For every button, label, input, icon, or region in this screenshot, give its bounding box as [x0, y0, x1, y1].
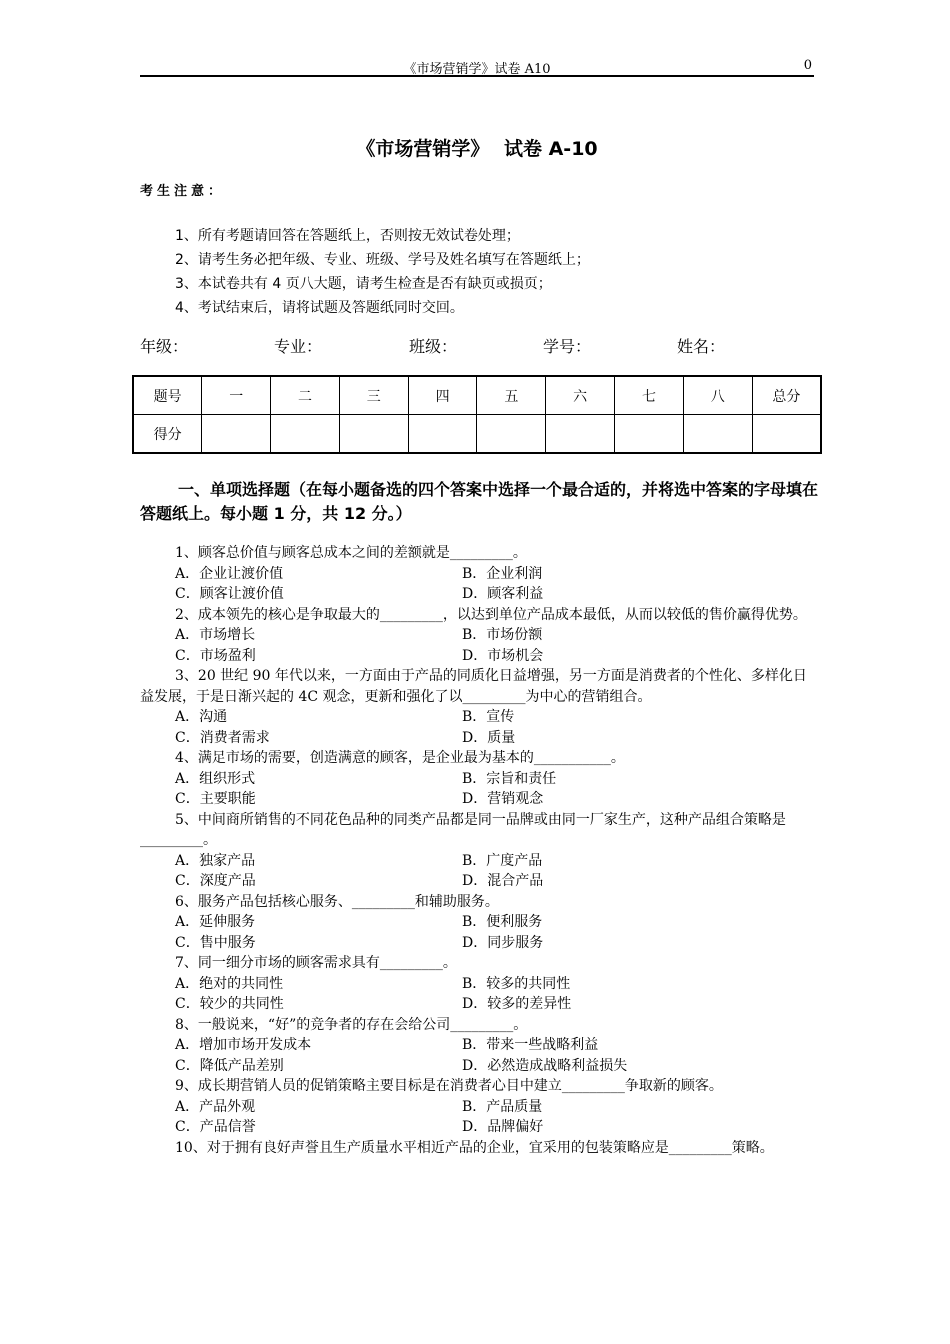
option: D．营销观念	[462, 791, 544, 807]
option: B．宣传	[462, 709, 515, 725]
option: C．消费者需求	[175, 729, 270, 746]
question-stem: 1、顾客总价值与顾客总成本之间的差额就是_________。	[175, 545, 527, 561]
question-stem: 8、一般说来，“好”的竞争者的存在会给公司_________。	[175, 1016, 528, 1033]
notice-heading: 考生注意：	[140, 184, 226, 199]
option: A．绝对的共同性	[175, 975, 284, 992]
option: D．同步服务	[462, 934, 544, 951]
running-header	[140, 58, 814, 76]
question-options	[140, 1035, 820, 1056]
notice-item: 3、本试卷共有 4 页八大题，请考生检查是否有缺页或损页；	[175, 276, 552, 292]
score-table-header-row	[133, 376, 821, 415]
option: D．混合产品	[462, 873, 544, 889]
option: D．顾客利益	[462, 586, 544, 602]
question-options	[140, 933, 820, 954]
exam-title-course: 《市场营销学》	[356, 138, 490, 160]
option: B．带来一些战略利益	[462, 1037, 599, 1053]
option: B．较多的共同性	[462, 975, 571, 992]
exam-title	[140, 134, 814, 161]
question-options	[140, 584, 820, 605]
score-cell	[339, 415, 408, 454]
option: A．组织形式	[175, 770, 256, 787]
student-info-line	[140, 334, 814, 358]
exam-title-paper: 试卷 A-10	[503, 138, 598, 160]
name-label: 姓名：	[677, 337, 726, 356]
question-options	[140, 974, 820, 995]
option: A．延伸服务	[175, 914, 256, 930]
score-cell	[477, 415, 546, 454]
option: A．增加市场开发成本	[175, 1037, 312, 1053]
option: A．产品外观	[175, 1098, 256, 1115]
option: B．便利服务	[462, 914, 543, 930]
score-cell	[408, 415, 477, 454]
option: A．独家产品	[175, 852, 256, 869]
section-1-title: 一、单项选择题（在每小题备选的四个答案中选择一个最合适的，并将选中答案的字母填在答题纸上。每小题 1 分，共 12 分。）	[140, 480, 819, 523]
option: B．广度产品	[462, 852, 543, 869]
notice-list	[175, 224, 590, 320]
option: A．沟通	[175, 709, 228, 725]
option: B．宗旨和责任	[462, 770, 557, 787]
question-options	[140, 1097, 820, 1118]
option: D．品牌偏好	[462, 1119, 544, 1135]
score-table-header: 八	[683, 376, 752, 415]
score-table-header: 三	[339, 376, 408, 415]
score-table	[132, 375, 822, 454]
notice-item: 4、考试结束后，请将试题及答题纸同时交回。	[175, 300, 464, 316]
question-stem: 10、对于拥有良好声誉且生产质量水平相近产品的企业，宜采用的包装策略应是_________策略。	[175, 1139, 774, 1156]
notice-item: 2、请考生务必把年级、专业、班级、学号及姓名填写在答题纸上；	[175, 252, 590, 268]
question-stem: 6、服务产品包括核心服务、_________和辅助服务。	[175, 893, 499, 910]
header-divider	[140, 75, 814, 77]
question-stem: 7、同一细分市场的顾客需求具有_________。	[175, 955, 457, 971]
score-row-label: 得分	[133, 415, 202, 454]
notice-item: 1、所有考题请回答在答题纸上，否则按无效试卷处理；	[175, 228, 520, 244]
grade-label: 年级：	[140, 337, 189, 356]
question-options	[140, 994, 820, 1015]
student-id-label: 学号：	[543, 337, 592, 356]
option: C．较少的共同性	[175, 996, 284, 1012]
option: D．质量	[462, 729, 516, 746]
score-table-score-row	[133, 415, 821, 454]
score-cell	[271, 415, 340, 454]
score-table-header: 总分	[752, 376, 821, 415]
question-stem: 4、满足市场的需要，创造满意的顾客，是企业最为基本的___________。	[175, 750, 625, 766]
score-cell	[202, 415, 271, 454]
score-cell	[683, 415, 752, 454]
score-table-header: 四	[408, 376, 477, 415]
question-options	[140, 769, 820, 790]
question-options	[140, 851, 820, 872]
option: C．深度产品	[175, 873, 256, 889]
question-stem: 2、成本领先的核心是争取最大的_________，以达到单位产品成本最低，从而以较低的售价赢得优势。	[175, 606, 807, 623]
option: D．市场机会	[462, 647, 544, 664]
question-options	[140, 912, 820, 933]
question-options	[140, 789, 820, 810]
score-cell	[752, 415, 821, 454]
option: A．市场增长	[175, 627, 256, 643]
score-cell	[615, 415, 684, 454]
score-table-header: 题号	[133, 376, 202, 415]
question-options	[140, 1117, 820, 1138]
option: C．主要职能	[175, 791, 256, 807]
score-table-header: 二	[271, 376, 340, 415]
page-number: 0	[803, 58, 812, 73]
score-table-header: 七	[615, 376, 684, 415]
option: C．市场盈利	[175, 647, 256, 664]
header-title: 《市场营销学》试卷 A10	[403, 62, 551, 77]
option: D．较多的差异性	[462, 996, 572, 1012]
option: C．顾客让渡价值	[175, 586, 284, 602]
question-stem: 5、中间商所销售的不同花色品种的同类产品都是同一品牌或由同一厂家生产，这种产品组合策略是_________。	[140, 811, 786, 848]
question-options	[140, 564, 820, 585]
question-options	[140, 1056, 820, 1077]
question-options	[140, 707, 820, 728]
option: B．市场份额	[462, 627, 543, 643]
major-label: 专业：	[274, 337, 323, 356]
option: A．企业让渡价值	[175, 565, 284, 582]
option: B．产品质量	[462, 1098, 543, 1115]
score-table-header: 五	[477, 376, 546, 415]
option: D．必然造成战略利益损失	[462, 1057, 628, 1074]
question-options	[140, 646, 820, 667]
question-stem: 3、20 世纪 90 年代以来，一方面由于产品的同质化日益增强，另一方面是消费者的个性化、多样化日益发展，于是日渐兴起的 4C 观念，更新和强化了以_________为中心的营销组合。	[140, 668, 807, 705]
class-label: 班级：	[409, 337, 458, 356]
option: C．产品信誉	[175, 1119, 256, 1135]
option: C．售中服务	[175, 934, 256, 951]
score-table-header: 六	[546, 376, 615, 415]
option: C．降低产品差别	[175, 1057, 284, 1074]
question-options	[140, 871, 820, 892]
score-table-header: 一	[202, 376, 271, 415]
question-options	[140, 728, 820, 749]
option: B．企业利润	[462, 565, 543, 582]
question-stem: 9、成长期营销人员的促销策略主要目标是在消费者心目中建立_________争取新的顾客。	[175, 1078, 723, 1094]
question-options	[140, 625, 820, 646]
score-cell	[546, 415, 615, 454]
question-list	[140, 543, 820, 1158]
